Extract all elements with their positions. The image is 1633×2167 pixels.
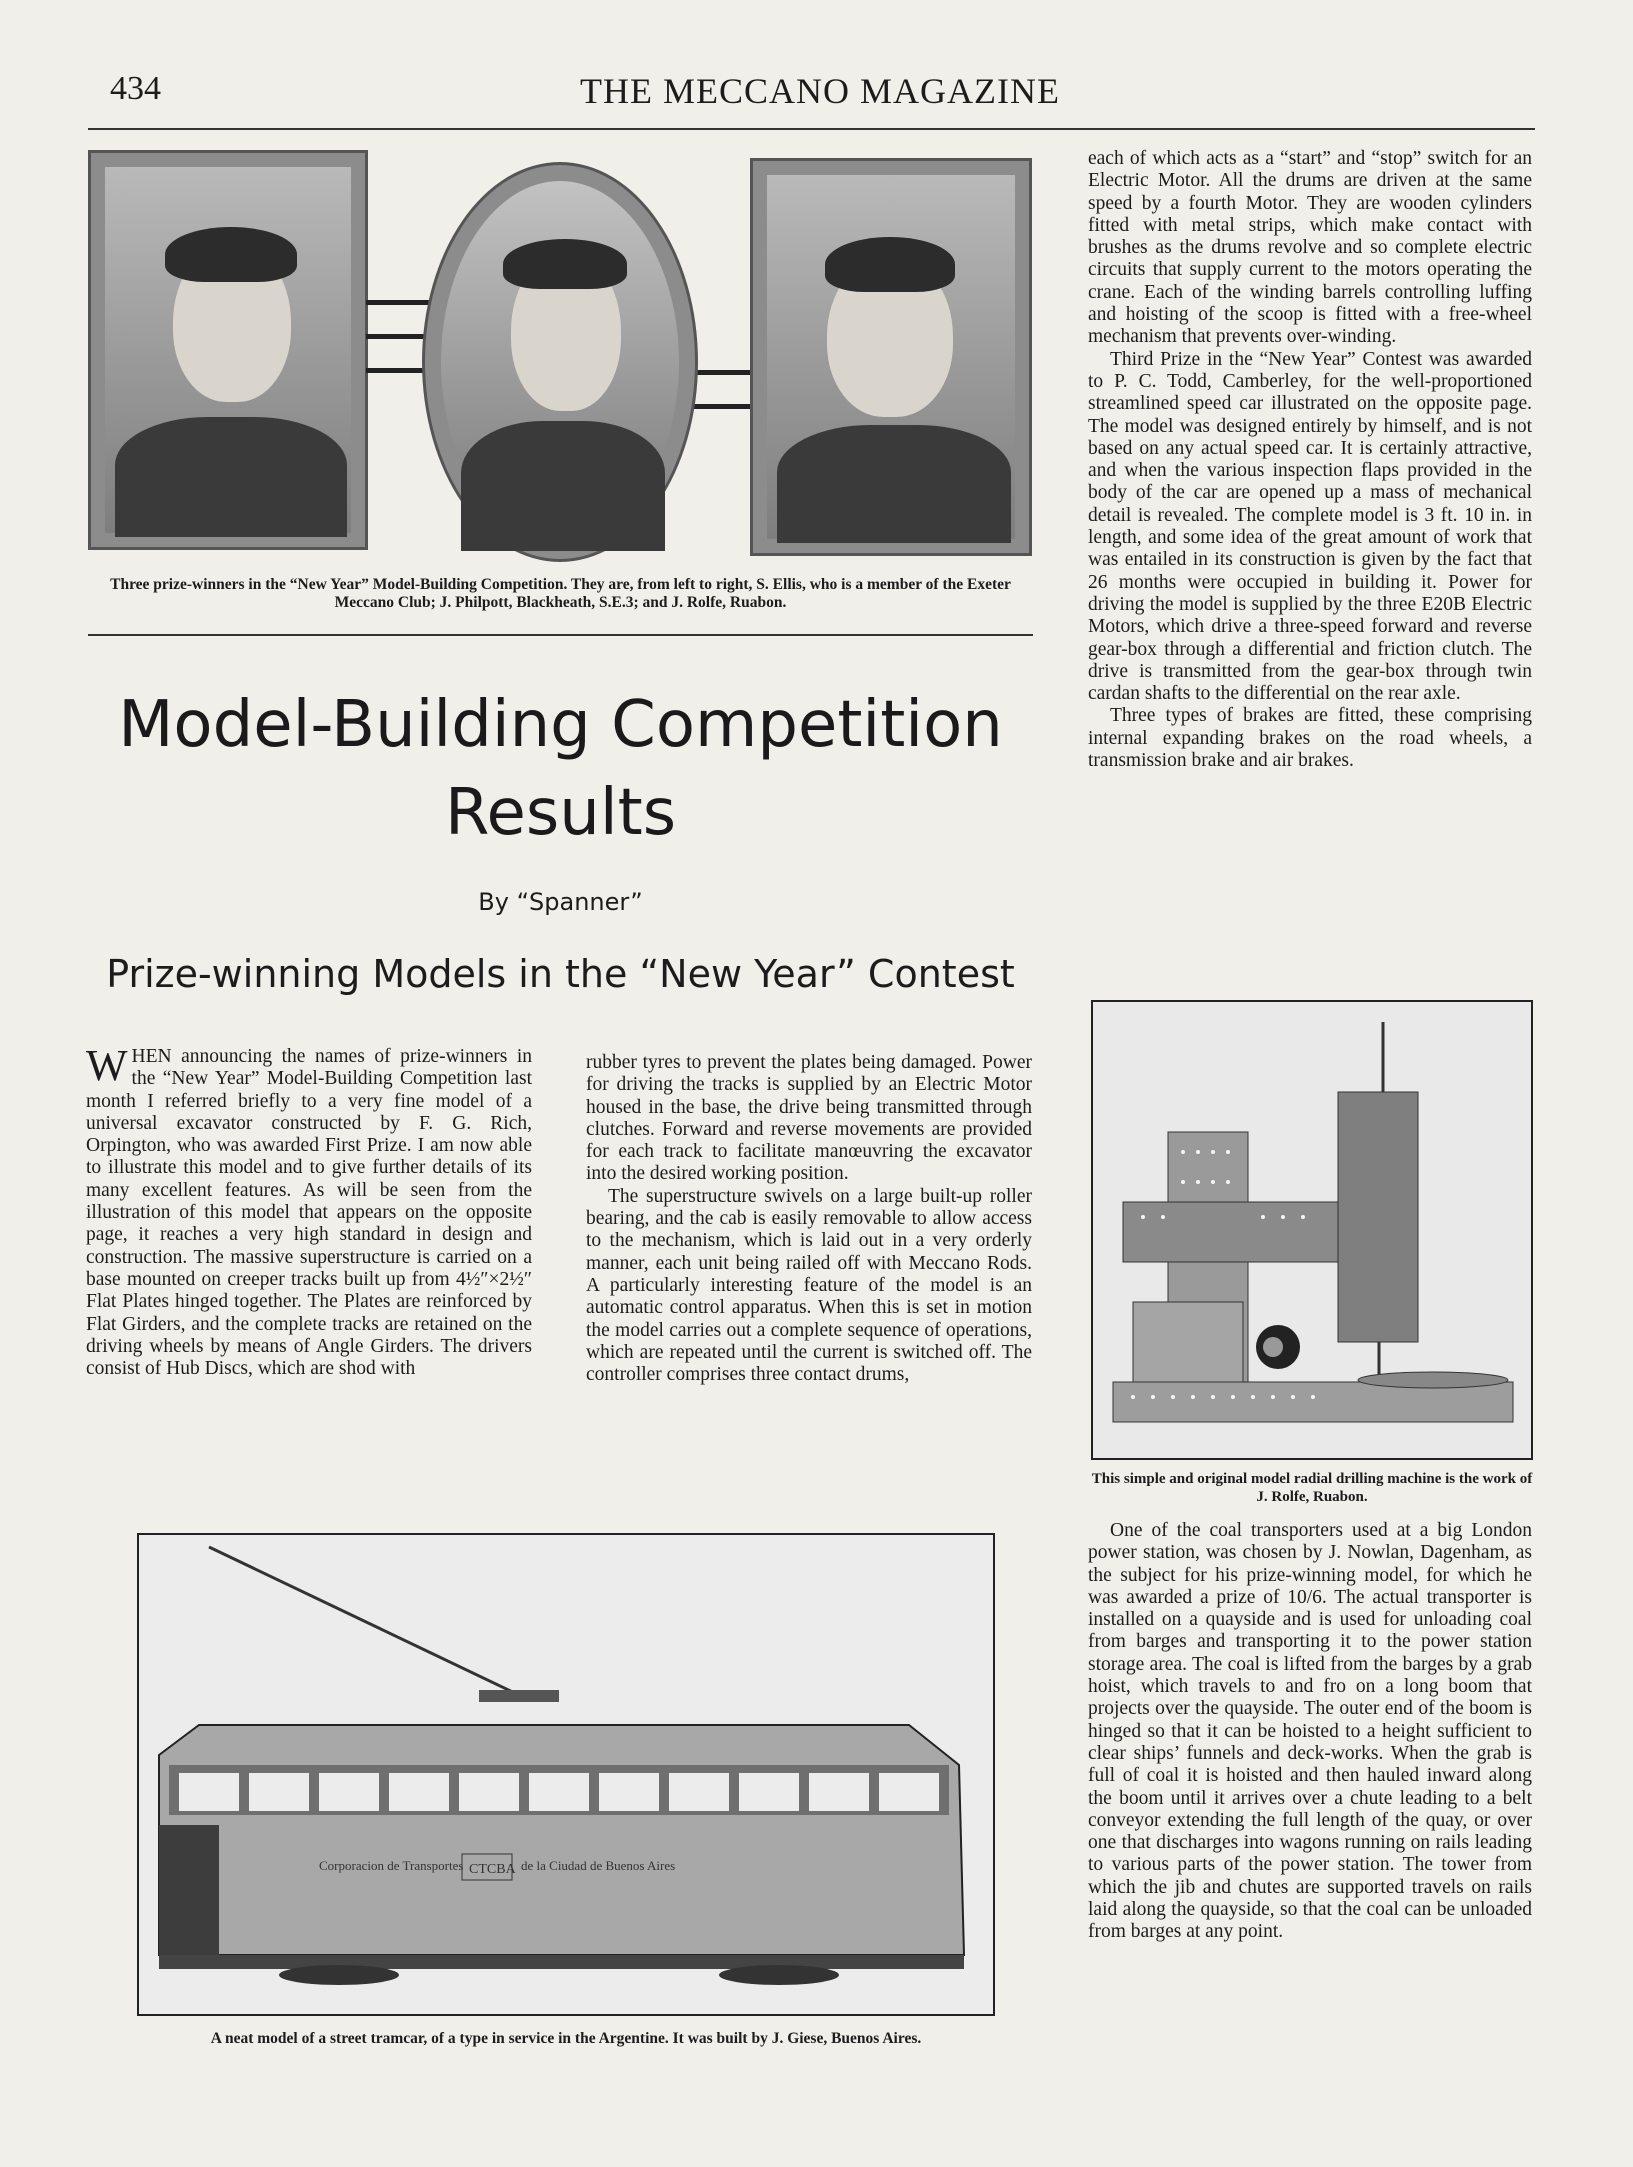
portrait-connector [366,300,430,305]
portrait-ellis [88,150,368,550]
body-column-1 [86,1041,532,1380]
drop-cap: W [86,1041,128,1090]
portrait-rolfe [750,158,1032,556]
paragraph: rubber tyres to prevent the plates being damaged. Power for driving the tracks is supplied by an Electric Motor housed in the base, the drive being transmitted through clutches. Forward and reverse movements are provided for each track to facilitate manœuvring the excavator into the desired working position. [586,1052,1032,1185]
tramcar-caption: A neat model of a street tramcar, of a type in service in the Argentine. It was built by J. Giese, Buenos Aires. [210,2030,922,2047]
tramcar-illustration [139,1535,993,2014]
tram-side-text-left: Corporacion de Transportes [319,1858,464,1873]
paragraph: Third Prize in the “New Year” Contest was awarded to P. C. Todd, Camberley, for the well-proportioned streamlined speed car illustrated on the opposite page. The model was designed entirely by himself, and is not based on any actual speed car. It is certainly attractive, and when the various inspection flaps provided in the body of the car are opened up a mass of mechanical detail is revealed. The complete model is 3 ft. 10 in. in length, and some idea of the great amount of work that was entailed in its construction is given by the fact that 26 months were occupied in building it. Power for driving the model is supplied by the three E20B Electric Motors, which drive a three-speed forward and reverse gear-box through a differential and friction clutch. The drive is transmitted from the gear-box through twin cardan shafts to the differential on the rear axle. [1088,348,1532,705]
article-byline: By “Spanner” [478,888,643,916]
tramcar-photo [137,1533,995,2016]
portrait-connector [366,334,430,339]
tram-logo: CTCBA [469,1862,516,1877]
portraits-caption: Three prize-winners in the “New Year” Model-Building Competition. They are, from left to right, S. Ellis, who is a member of the Exeter Meccano Club; J. Philpott, Blackheath, S.E.3; and J. Rolfe, Ruabon. [110,576,1011,611]
drilling-machine-photo [1091,1000,1533,1460]
drilling-machine-caption: This simple and original model radial drilling machine is the work of J. Rolfe, Ruabon. [1091,1471,1533,1505]
header-rule [88,128,1535,130]
article-subtitle: Prize-winning Models in the “New Year” Contest [106,952,1015,996]
paragraph: WHEN announcing the names of prize-winners in the “New Year” Model-Building Competition last month I referred briefly to a very fine model of a universal excavator constructed by F. G. Rich, Orpington, who was awarded First Prize. I am now able to illustrate this model and to give further details of its many excellent features. As will be seen from the illustration of this model that appears on the opposite page, it reaches a very high standard in design and construction. The massive superstructure is carried on a base mounted on creeper tracks built up from 4½″×2½″ Flat Plates hinged together. The Plates are reinforced by Flat Girders, and the complete tracks are retained on the driving wheels by means of Angle Girders. The drivers consist of Hub Discs, which are shod with [86,1041,532,1380]
body-column-3-top [1088,148,1532,772]
section-rule [88,634,1033,636]
body-column-3-bottom [1088,1520,1532,1944]
portrait-connector [692,404,750,409]
paragraph: One of the coal transporters used at a big London power station, was chosen by J. Nowlan, Dagenham, as the subject for his prize-winning model, for which he was awarded a prize of 10/6. The actual transporter is installed on a quayside and is used for unloading coal from barges and transporting it to the power station storage area. The coal is lifted from the barges by a grab hoist, which travels to and fro on a long boom that projects over the quayside. The outer end of the boom is hinged so that it can be hoisted to a height sufficient to clear ships’ funnels and deck-works. When the grab is full of coal it is hoisted and then hauled inward along the boom until it arrives over a chute leading to a belt conveyor extending the full length of the quay, or over one that discharges into wagons running on rails leading to various parts of the power station. The tower from which the jib and chutes are supported travels on rails laid along the quayside, so that the coal can be unloaded from barges at any point. [1088,1520,1532,1943]
article-title-line1: Model-Building Competition [118,688,1003,762]
paragraph: The superstructure swivels on a large built-up roller bearing, and the cab is easily removable to allow access to the mechanism, which is laid out in a very orderly manner, each unit being railed off with Meccano Rods. A particularly interesting feature of the model is an automatic control apparatus. When this is set in motion the model carries out a complete sequence of operations, which are repeated until the current is switched off. The controller comprises three contact drums, [586,1185,1032,1386]
article-title-line2: Results [444,776,677,850]
magazine-title: THE MECCANO MAGAZINE [580,71,1060,111]
page-number: 434 [110,70,161,107]
paragraph: each of which acts as a “start” and “stop” switch for an Electric Motor. All the drums are driven at the same speed by a fourth Motor. They are wooden cylinders fitted with metal strips, which make contact with brushes as the drums revolve and so complete electric circuits that supply current to the motors operating the crane. Each of the winding barrels controlling luffing and hoisting of the scoop is fitted with a free-wheel mechanism that prevents over-winding. [1088,148,1532,348]
body-column-2 [586,1052,1032,1386]
paragraph: Three types of brakes are fitted, these comprising internal expanding brakes on the road wheels, a transmission brake and air brakes. [1088,705,1532,772]
tram-side-text-right: de la Ciudad de Buenos Aires [521,1858,676,1873]
portrait-connector [692,370,750,375]
drilling-machine-illustration [1093,1002,1531,1458]
portrait-connector [366,368,430,373]
portrait-philpott [422,162,698,562]
